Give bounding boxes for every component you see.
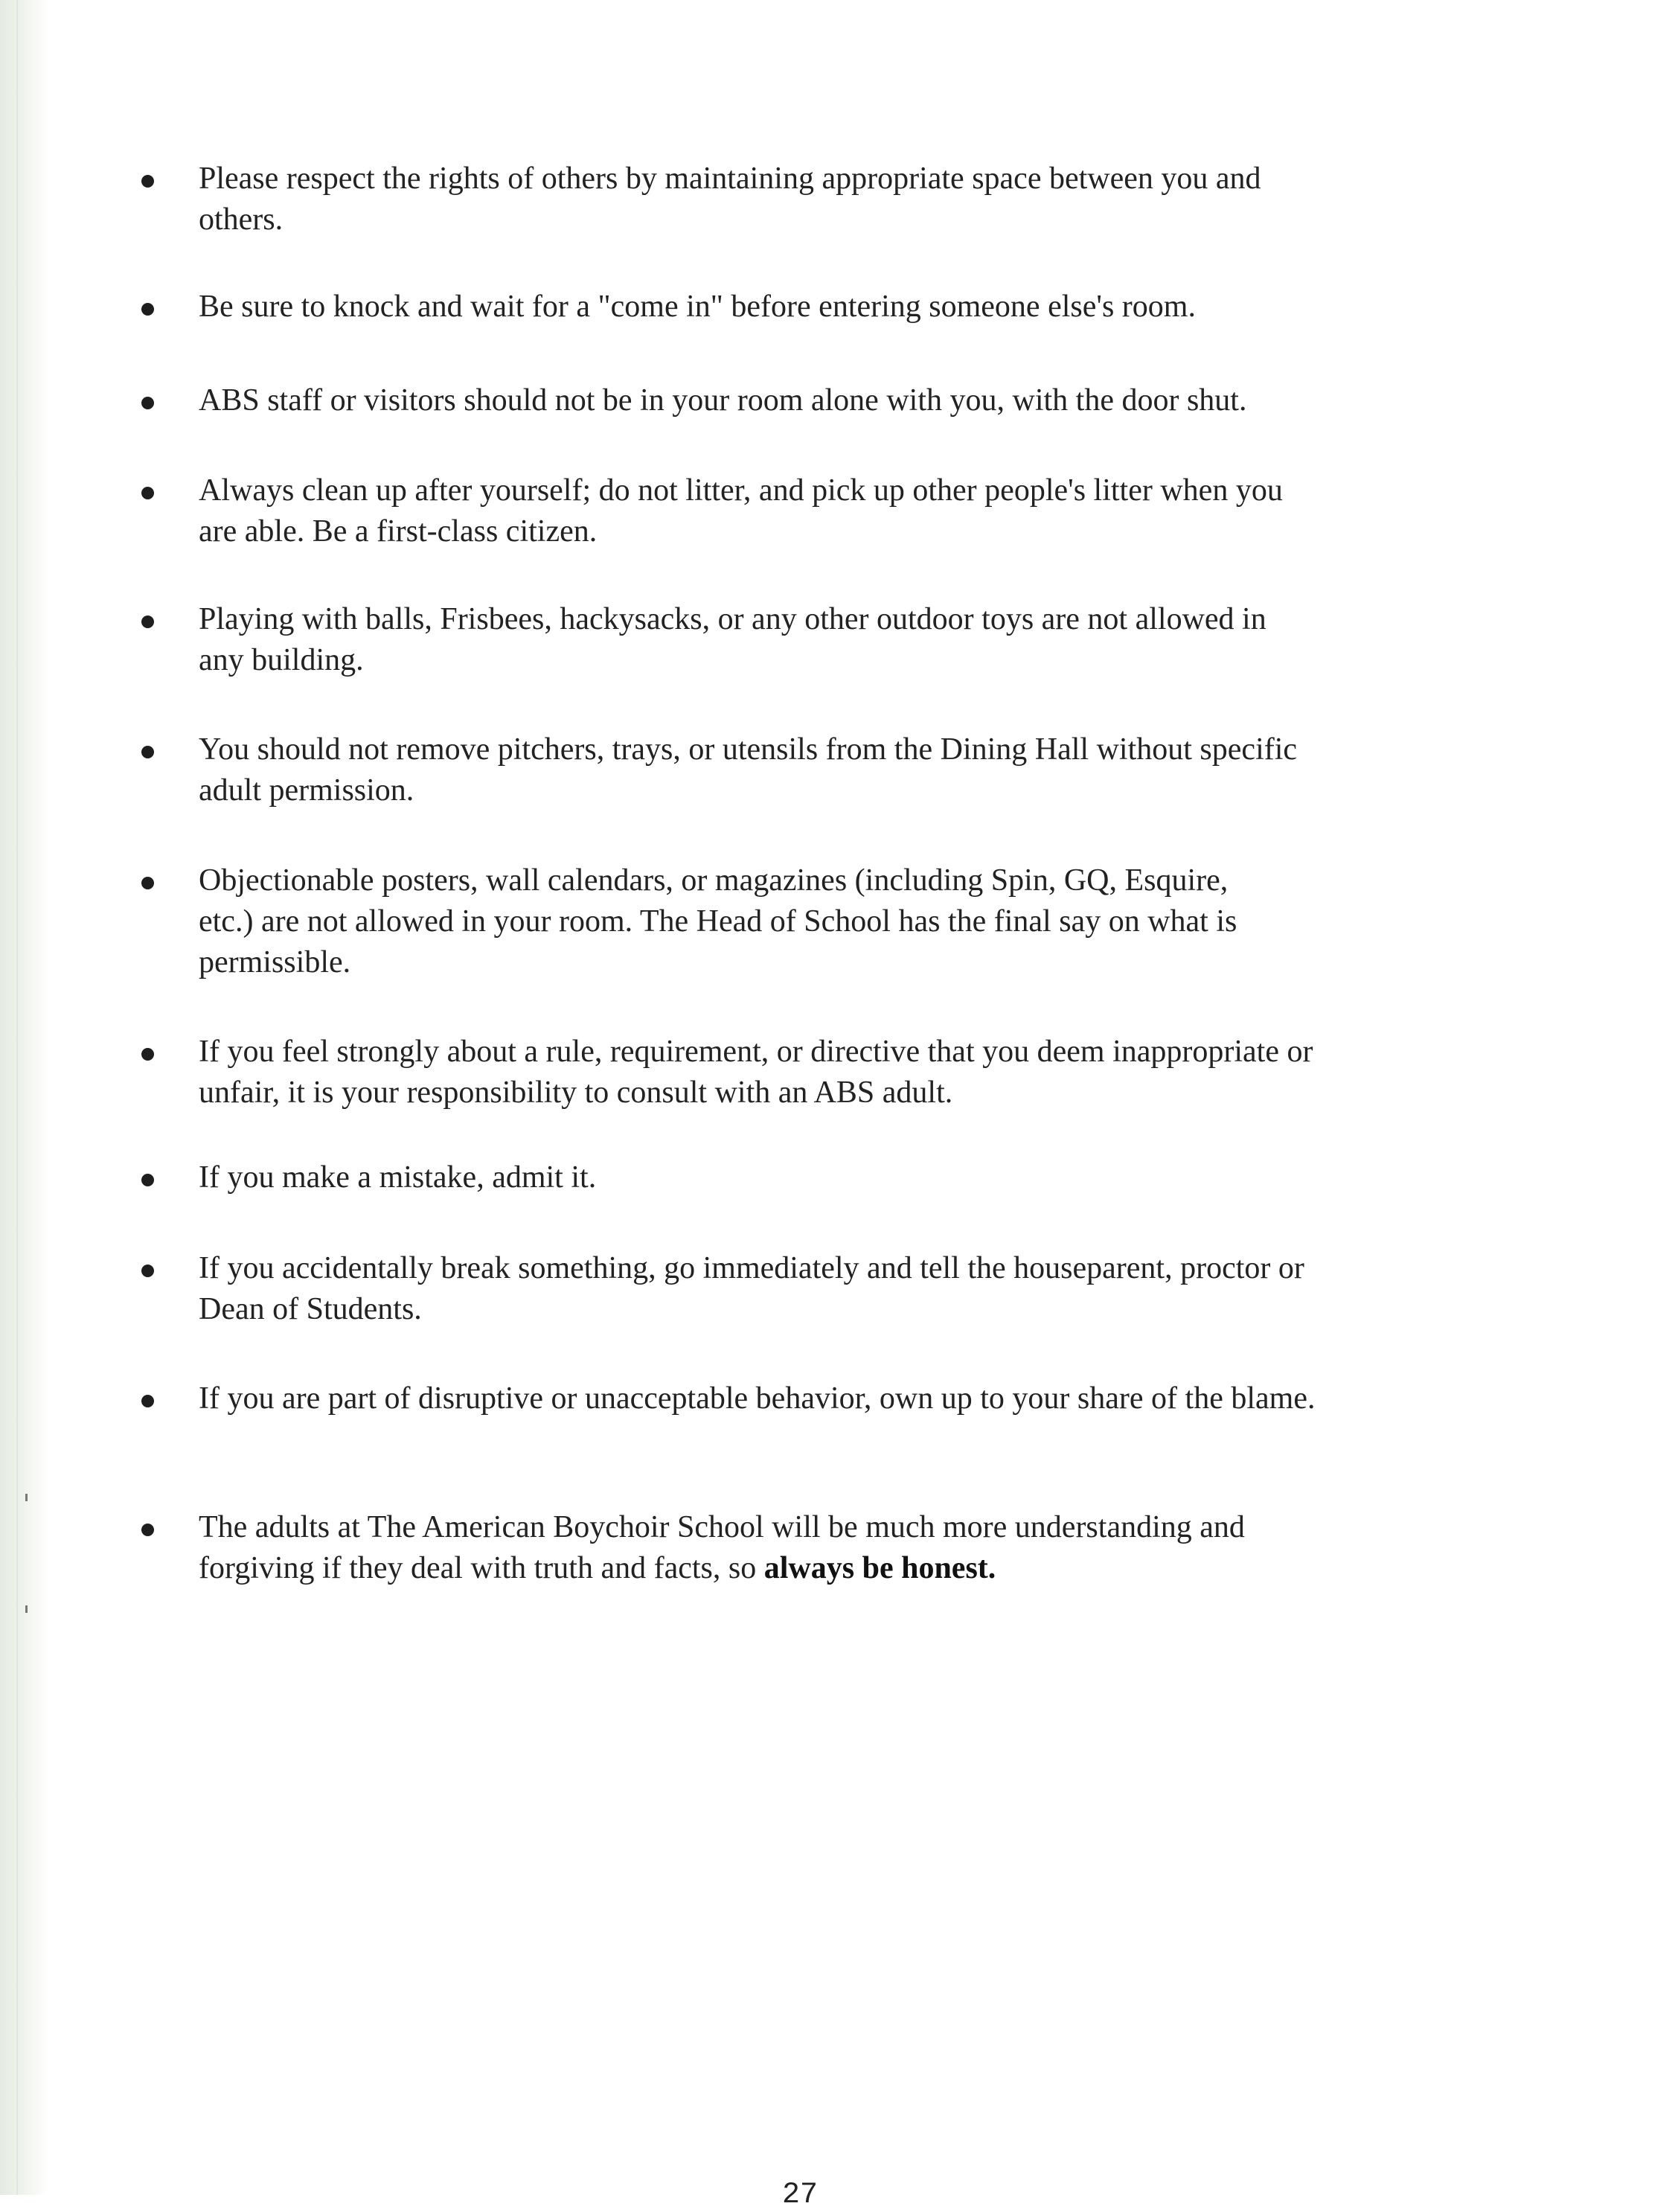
rule-line: are able. Be a first-class citizen. xyxy=(199,514,598,549)
bullet-icon xyxy=(141,175,154,188)
rule-line: etc.) are not allowed in your room. The Head of School has the final say on what is xyxy=(199,904,1237,939)
rule-text xyxy=(199,1157,1523,1198)
bullet-icon xyxy=(141,1174,154,1186)
rule-line: The adults at The American Boychoir School will be much more understanding and xyxy=(199,1510,1245,1544)
rule-text xyxy=(199,159,1523,240)
page-number: 27 xyxy=(781,2179,818,2212)
rule-line: You should not remove pitchers, trays, or utensils from the Dining Hall without specific xyxy=(199,732,1298,767)
bullet-icon xyxy=(141,616,154,628)
rule-line: adult permission. xyxy=(199,773,414,808)
rule-line: If you are part of disruptive or unacceptable behavior, own up to your share of the blame. xyxy=(199,1381,1316,1416)
bullet-icon xyxy=(141,303,154,316)
bullet-icon xyxy=(141,1524,154,1536)
rule-line: If you feel strongly about a rule, requirement, or directive that you deem inappropriate or xyxy=(199,1035,1313,1069)
rule-text xyxy=(199,729,1523,811)
rule-text xyxy=(199,860,1523,983)
rule-line: Always clean up after yourself; do not litter, and pick up other people's litter when you xyxy=(199,473,1283,508)
rule-line: Please respect the rights of others by maintaining appropriate space between you and xyxy=(199,162,1261,196)
rule-line: any building. xyxy=(199,643,364,677)
rule-text xyxy=(199,1032,1523,1113)
bullet-icon xyxy=(141,397,154,409)
bullet-icon xyxy=(141,1395,154,1407)
rule-line: If you accidentally break something, go immediately and tell the houseparent, proctor or xyxy=(199,1251,1304,1285)
rule-line: others. xyxy=(199,202,284,237)
rule-text xyxy=(199,380,1523,421)
rule-line: permissible. xyxy=(199,945,351,979)
bullet-icon xyxy=(141,487,154,499)
rule-text xyxy=(199,470,1523,552)
emphasis-text: always be honest. xyxy=(763,1551,996,1585)
rule-text xyxy=(199,1507,1523,1589)
rule-text xyxy=(199,599,1523,681)
rule-line xyxy=(199,1548,1523,1589)
bullet-icon xyxy=(141,877,154,889)
bullet-icon xyxy=(141,1048,154,1061)
rule-line-start: forgiving if they deal with truth and facts, so xyxy=(199,1551,764,1585)
rule-line: Playing with balls, Frisbees, hackysacks, or any other outdoor toys are not allowed in xyxy=(199,602,1266,636)
rule-line: Objectionable posters, wall calendars, or magazines (including Spin, GQ, Esquire, xyxy=(199,863,1229,898)
bullet-icon xyxy=(141,1265,154,1277)
rule-line: ABS staff or visitors should not be in your room alone with you, with the door shut. xyxy=(199,383,1247,418)
rule-line: Dean of Students. xyxy=(199,1292,422,1326)
rule-text xyxy=(199,1378,1523,1419)
bullet-icon xyxy=(141,746,154,758)
rule-line: If you make a mistake, admit it. xyxy=(199,1160,597,1195)
rule-line: unfair, it is your responsibility to consult with an ABS adult. xyxy=(199,1075,953,1110)
rule-line: Be sure to knock and wait for a "come in" before entering someone else's room. xyxy=(199,290,1196,324)
rule-text xyxy=(199,1248,1523,1330)
rule-text xyxy=(199,287,1523,327)
